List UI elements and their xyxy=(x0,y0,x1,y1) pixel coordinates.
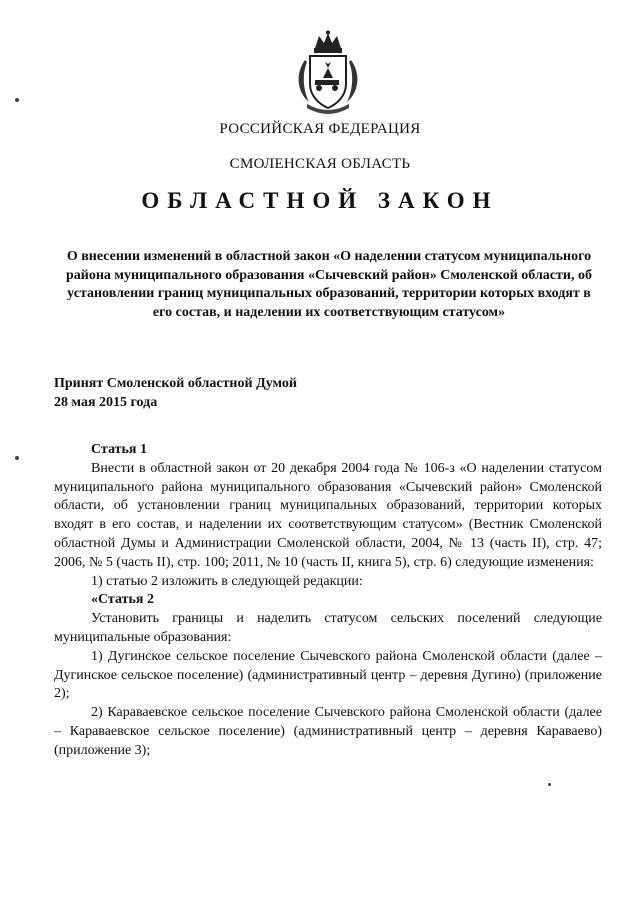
adopted-by: Принят Смоленской областной Думой xyxy=(54,376,297,391)
settlement-item-2: 2) Караваевское сельское поселение Сычевского района Смоленской области (далее – Караваевское сельское поселение) (административный центр – деревня Караваево) (приложение 3); xyxy=(54,705,602,758)
article-2-intro: Установить границы и наделить статусом сельских поселений следующие муниципальные образования: xyxy=(54,611,602,645)
adoption-info xyxy=(54,374,297,412)
settlement-item-1: 1) Дугинское сельское поселение Сычевского района Смоленской области (далее – Дугинское сельское поселение) (административный центр – деревня Дугино) (приложение 2); xyxy=(54,648,602,702)
adoption-date: 28 мая 2015 года xyxy=(54,395,158,410)
scan-speck xyxy=(15,98,19,102)
article-1-heading: Статья 1 xyxy=(91,442,147,457)
region-name: СМОЛЕНСКАЯ ОБЛАСТЬ xyxy=(229,156,411,172)
country-name: РОССИЙСКАЯ ФЕДЕРАЦИЯ xyxy=(219,121,421,137)
amendment-item-1: 1) статью 2 изложить в следующей редакции: xyxy=(91,573,363,589)
document-type-title: ОБЛАСТНОЙ ЗАКОН xyxy=(141,188,499,213)
scan-speck xyxy=(548,783,551,786)
document-body xyxy=(54,441,602,761)
article-1-text: Внести в областной закон от 20 декабря 2004 года № 106-з «О наделении статусом муниципального района муниципального образования «Сычевский район» Смоленской области, об установлении границ муниципальных образований, территории которых входят в его состав, и наделении их соответствующим статусом» (Вестник Смоленской областной Думы и Администрации Смоленской области, 2004, № 13 (часть II), стр. 47; 2006, № 5 (часть II), стр. 100; 2011, № 10 (часть II, книга 5), стр. 6) следующие изменения: xyxy=(54,460,602,570)
scan-speck xyxy=(15,456,19,460)
coat-of-arms-icon xyxy=(293,30,363,114)
law-title: О внесении изменений в областной закон «О наделении статусом муниципального района муниципального образования «Сычевский район» Смоленской области, об установлении границ муниципальных образований, территории которых входят в его состав, и наделении их соответствующим статусом» xyxy=(66,249,592,320)
article-2-heading: «Статья 2 xyxy=(91,592,154,608)
